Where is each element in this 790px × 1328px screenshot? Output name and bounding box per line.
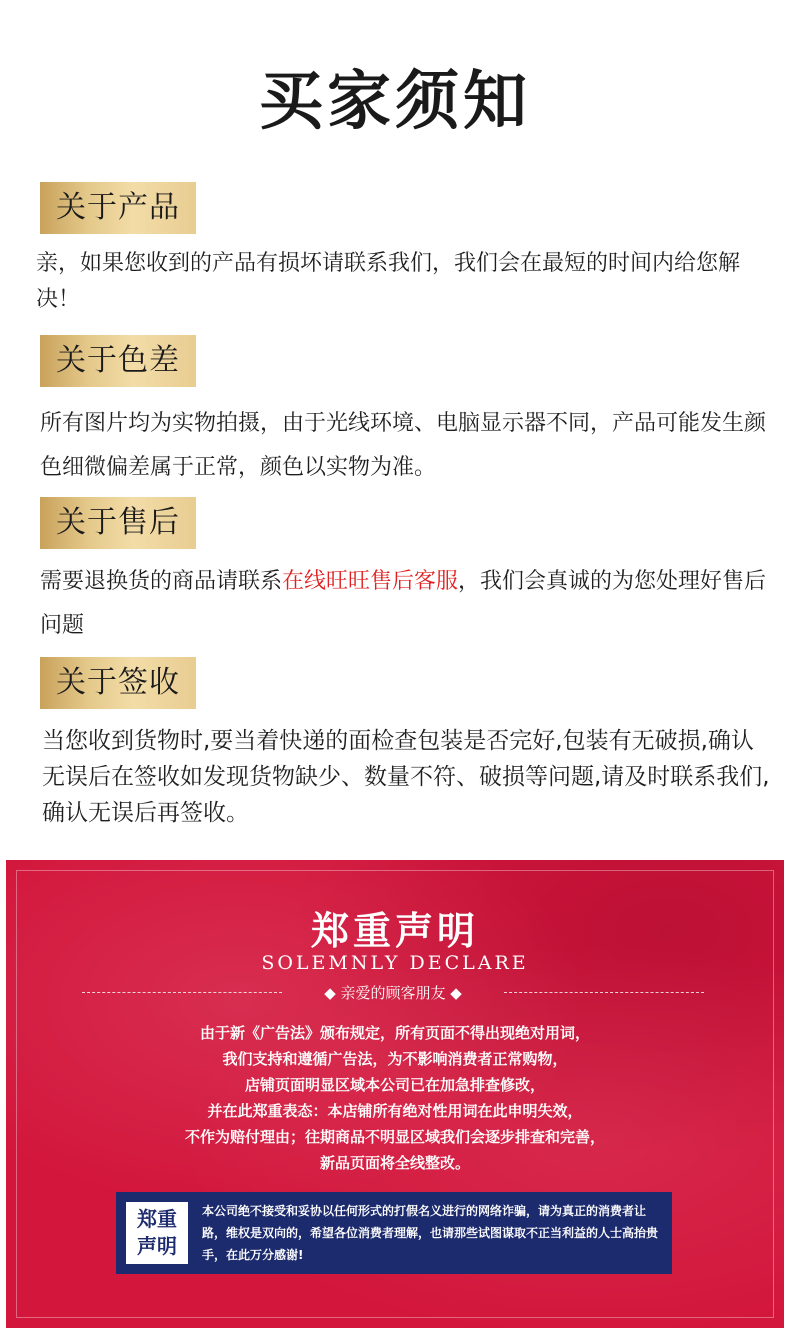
divider-left bbox=[82, 992, 282, 993]
badge-line: 声明 bbox=[137, 1234, 177, 1258]
section-text-signing: 当您收到货物时,要当着快递的面检查包装是否完好,包装有无破损,确认无误后在签收如发现货物缺少、数量不符、破损等问题,请及时联系我们,确认无误后再签收。 bbox=[42, 728, 770, 826]
notice-box bbox=[116, 1192, 672, 1274]
section-heading-product: 关于产品 bbox=[40, 182, 196, 234]
section-text-aftersale bbox=[40, 560, 770, 648]
declare-line: 新品页面将全线整改。 bbox=[319, 1154, 470, 1172]
declare-title: 郑重声明 bbox=[310, 909, 479, 953]
declare-line: 由于新《广告法》颁布规定，所有页面不得出现绝对用词， bbox=[199, 1024, 590, 1042]
declare-subtitle: SOLEMNLY DECLARE bbox=[261, 952, 529, 974]
aftersale-text-before: 需要退换货的商品请联系 bbox=[40, 569, 283, 594]
badge-line: 郑重 bbox=[137, 1207, 177, 1231]
declare-line: 不作为赔付理由；往期商品不明显区域我们会逐步排查和完善， bbox=[184, 1128, 605, 1146]
section-heading-signing: 关于签收 bbox=[40, 657, 196, 709]
page-title: 买家须知 bbox=[259, 65, 531, 139]
declare-greeting: ◆ 亲爱的顾客朋友 ◆ bbox=[324, 984, 462, 1002]
notice-badge bbox=[126, 1202, 188, 1264]
declare-line: 店铺页面明显区域本公司已在加急排查修改， bbox=[244, 1076, 545, 1094]
aftersale-link[interactable]: 在线旺旺售后客服 bbox=[282, 569, 459, 594]
section-heading-aftersale: 关于售后 bbox=[40, 497, 196, 549]
declare-banner bbox=[6, 860, 784, 1328]
section-text-product: 亲，如果您收到的产品有损坏请联系我们，我们会在最短的时间内给您解决！ bbox=[36, 251, 741, 312]
divider-right bbox=[504, 992, 704, 993]
declare-body bbox=[6, 1020, 784, 1176]
declare-line: 并在此郑重表态：本店铺所有绝对性用词在此申明失效， bbox=[207, 1102, 583, 1120]
declare-greeting-row bbox=[82, 982, 704, 1004]
declare-line: 我们支持和遵循广告法，为不影响消费者正常购物， bbox=[222, 1050, 568, 1068]
notice-text: 本公司绝不接受和妥协以任何形式的打假名义进行的网络诈骗，请为真正的消费者让路，维权是双向的，希望各位消费者理解，也请那些试图谋取不正当利益的人士高抬贵手，在此万分感谢! bbox=[202, 1204, 659, 1262]
section-text-color: 所有图片均为实物拍摄，由于光线环境、电脑显示器不同，产品可能发生颜色细微偏差属于正常，颜色以实物为准。 bbox=[40, 411, 767, 480]
aftersale-text-after: ，我们会真诚的为您处理好售后问题 bbox=[40, 569, 767, 638]
section-heading-color: 关于色差 bbox=[40, 335, 196, 387]
